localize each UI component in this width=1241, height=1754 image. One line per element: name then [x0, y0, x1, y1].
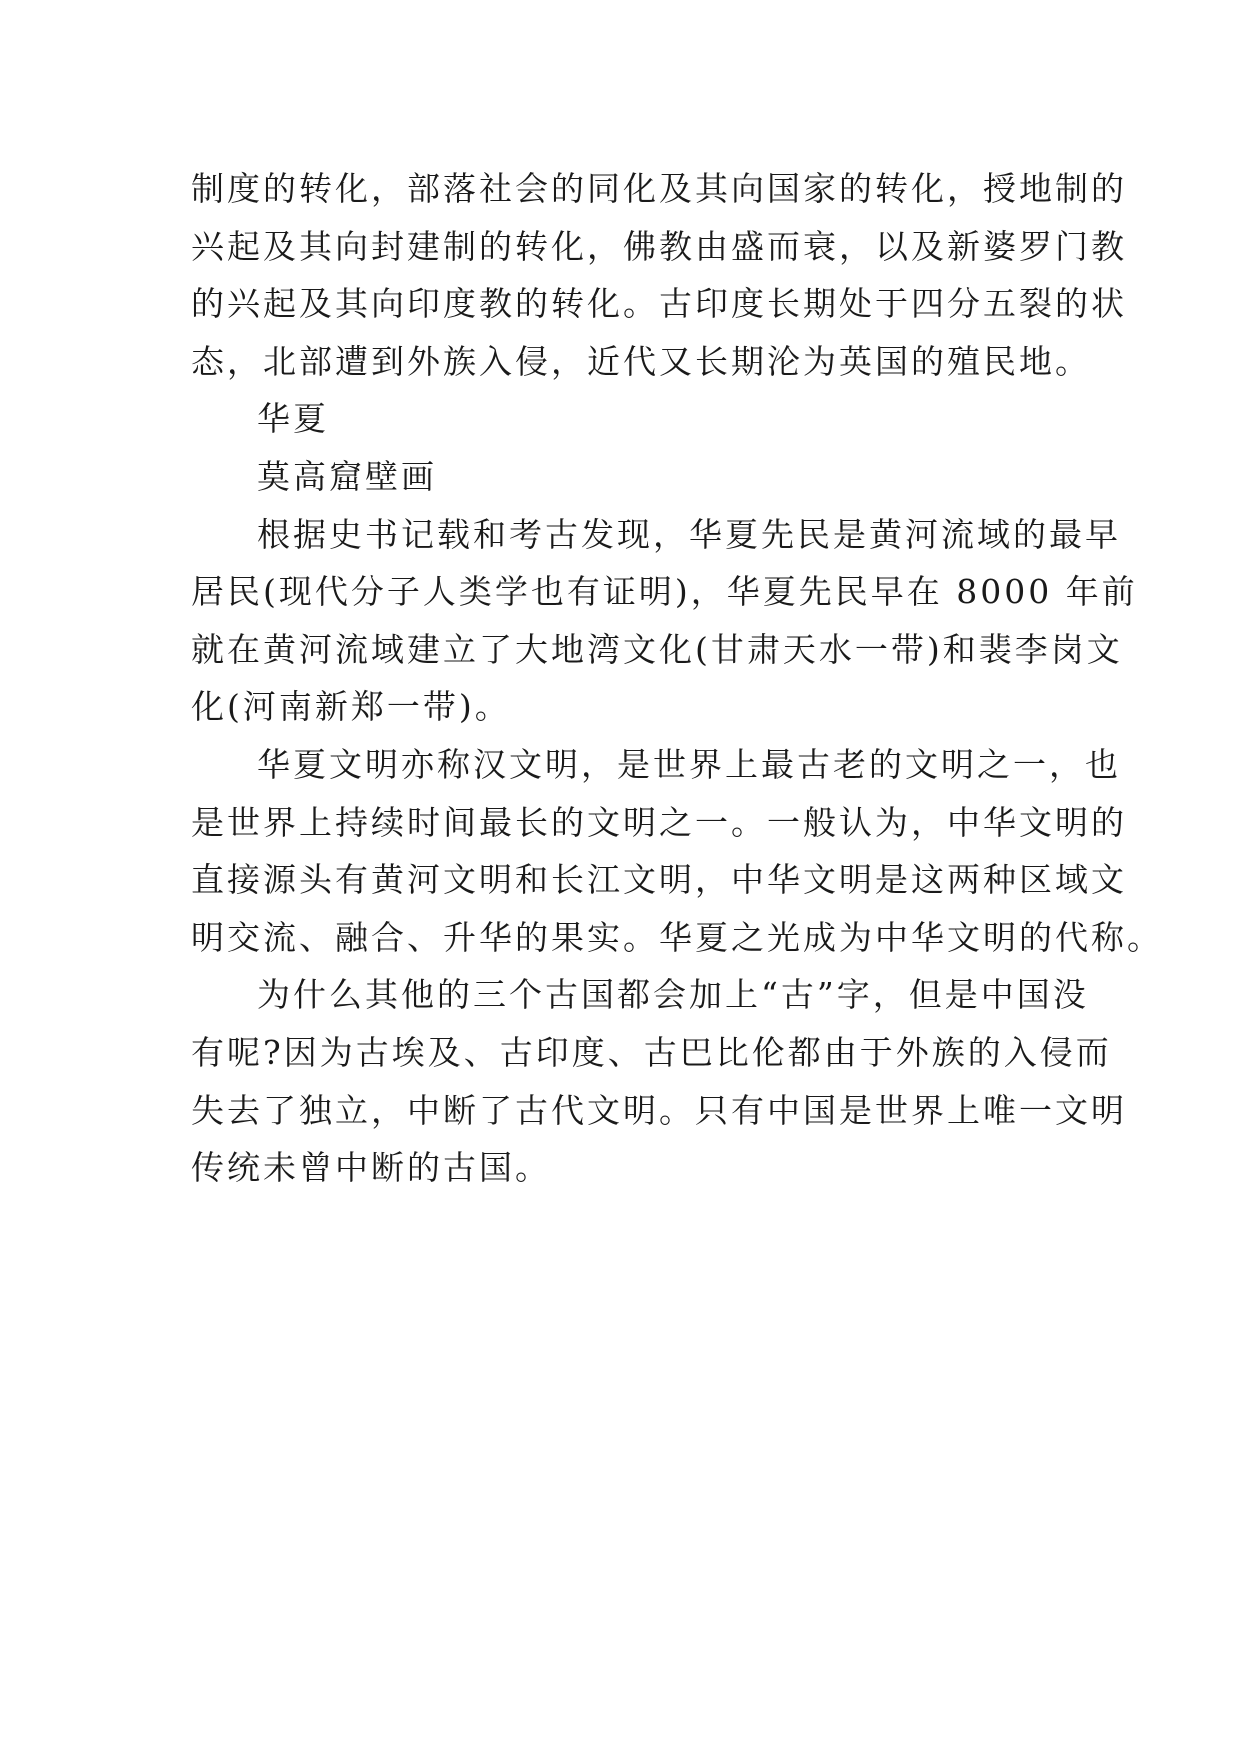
text-line: 居民(现代分子人类学也有证明)，华夏先民早在 8000 年前: [191, 572, 1138, 612]
heading-huaxia: [191, 390, 1051, 448]
text-line: 直接源头有黄河文明和长江文明，中华文明是这两种区域文: [191, 860, 1127, 900]
paragraph-huaxia-civilization: [191, 736, 1163, 966]
text-line: 莫高窟壁画: [257, 456, 437, 496]
text-line: 有呢?因为古埃及、古印度、古巴比伦都由于外族的入侵而: [191, 1032, 1112, 1072]
text-line: 就在黄河流域建立了大地湾文化(甘肃天水一带)和裴李岗文: [191, 629, 1123, 669]
text-line: 失去了独立，中断了古代文明。只有中国是世界上唯一文明: [191, 1090, 1127, 1130]
text-line: 传统未曾中断的古国。: [191, 1148, 551, 1188]
paragraph-huaxia-origins: [191, 506, 1138, 736]
text-line: 华夏: [257, 399, 329, 439]
text-line: 兴起及其向封建制的转化，佛教由盛而衰，以及新婆罗门教: [191, 226, 1127, 266]
paragraph-india-continuation: [191, 160, 1127, 390]
document-page: [191, 160, 1163, 1197]
text-line: 明交流、融合、升华的果实。华夏之光成为中华文明的代称。: [191, 917, 1163, 957]
text-line: 华夏文明亦称汉文明，是世界上最古老的文明之一，也: [257, 744, 1121, 784]
text-line: 的兴起及其向印度教的转化。古印度长期处于四分五裂的状: [191, 284, 1127, 324]
text-line: 为什么其他的三个古国都会加上“古”字，但是中国没: [257, 975, 1089, 1015]
text-line: 态，北部遭到外族入侵，近代又长期沦为英国的殖民地。: [191, 341, 1091, 381]
text-line: 是世界上持续时间最长的文明之一。一般认为，中华文明的: [191, 802, 1127, 842]
text-line: 化(河南新郑一带)。: [191, 687, 511, 727]
text-line: 制度的转化，部落社会的同化及其向国家的转化，授地制的: [191, 169, 1127, 208]
heading-mogao-murals: [191, 448, 1051, 506]
paragraph-why-no-ancient: [191, 966, 1127, 1196]
text-line: 根据史书记载和考古发现，华夏先民是黄河流域的最早: [257, 514, 1121, 554]
